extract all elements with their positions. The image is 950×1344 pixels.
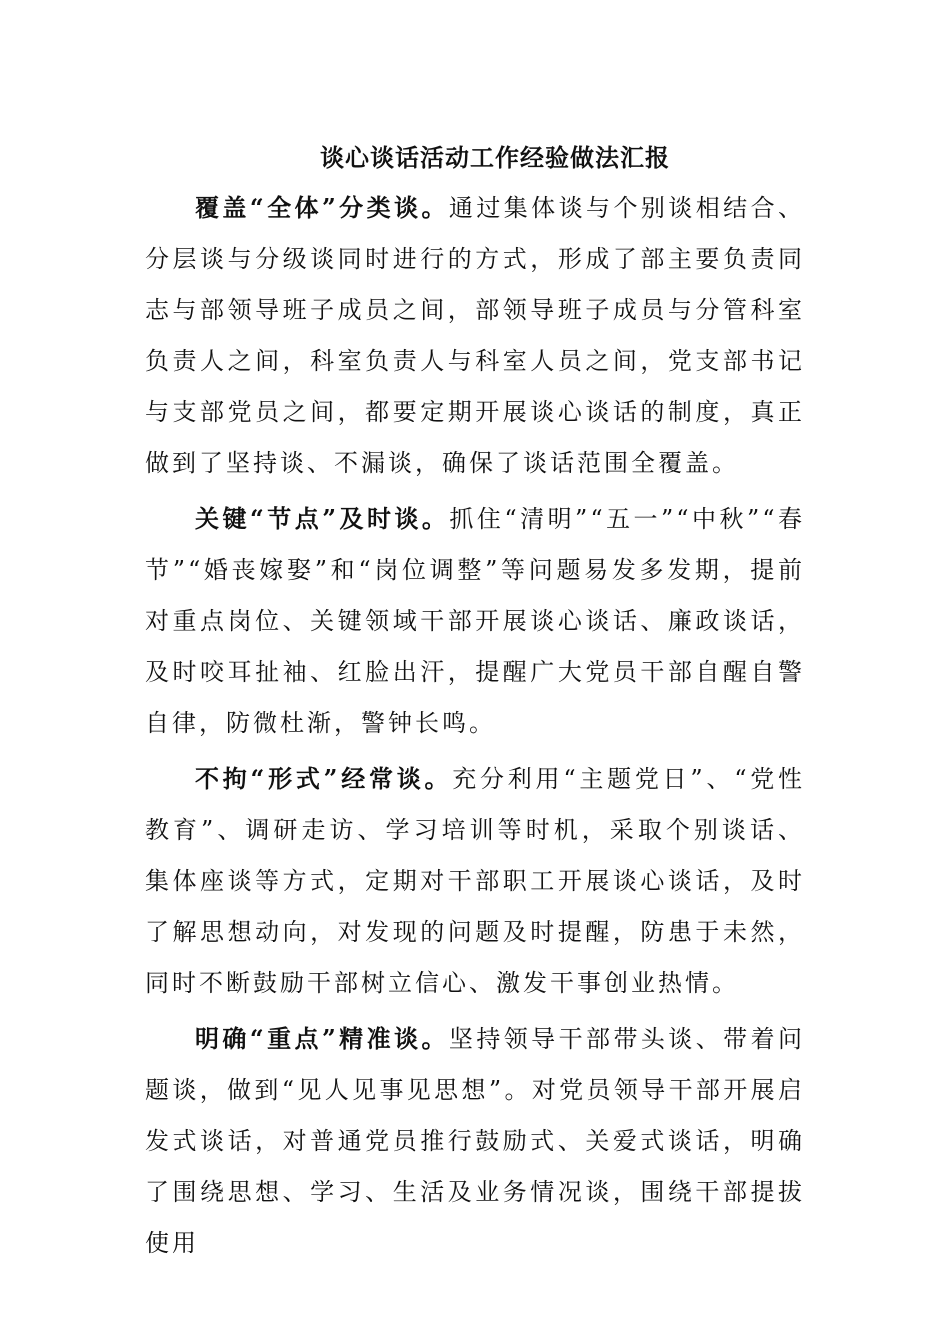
paragraph-key-nodes — [145, 493, 805, 749]
paragraph-body: 充分利用“主题党日”、“党性教育”、调研走访、学习培训等时机，采取个别谈话、集体座谈等方式，定期对干部职工开展谈心谈话，及时了解思想动向，对发现的问题及时提醒，防患于未然，同时不断鼓励干部树立信心、激发干事创业热情。 — [145, 765, 806, 997]
paragraph-body: 通过集体谈与个别谈相结合、分层谈与分级谈同时进行的方式，形成了部主要负责同志与部领导班子成员之间，部领导班子成员与分管科室负责人之间，科室负责人与科室人员之间，党支部书记与支部党员之间，都要定期开展谈心谈话的制度，真正做到了坚持谈、不漏谈，确保了谈话范围全覆盖。 — [145, 194, 806, 477]
document-page — [145, 140, 805, 1273]
paragraph-heading: 不拘“形式”经常谈。 — [195, 764, 453, 793]
paragraph-flexible-form — [145, 753, 805, 1009]
paragraph-heading: 明确“重点”精准谈。 — [195, 1024, 449, 1053]
document-title: 谈心谈话活动工作经验做法汇报 — [320, 143, 670, 172]
paragraph-body: 抓住“清明”“五一”“中秋”“春节”“婚丧嫁娶”和“岗位调整”等问题易发多发期，提前对重点岗位、关键领域干部开展谈心谈话、廉政谈话，及时咬耳扯袖、红脸出汗，提醒广大党员干部自醒自警自律，防微杜渐，警钟长鸣。 — [145, 505, 806, 737]
paragraph-body: 坚持领导干部带头谈、带着问题谈，做到“见人见事见思想”。对党员领导干部开展启发式谈话，对普通党员推行鼓励式、关爱式谈话，明确了围绕思想、学习、生活及业务情况谈，围绕干部提拔使用 — [145, 1025, 806, 1257]
paragraph-coverage — [145, 182, 805, 489]
paragraph-heading: 覆盖“全体”分类谈。 — [195, 193, 449, 222]
paragraph-focus — [145, 1013, 805, 1269]
paragraph-heading: 关键“节点”及时谈。 — [195, 504, 450, 533]
